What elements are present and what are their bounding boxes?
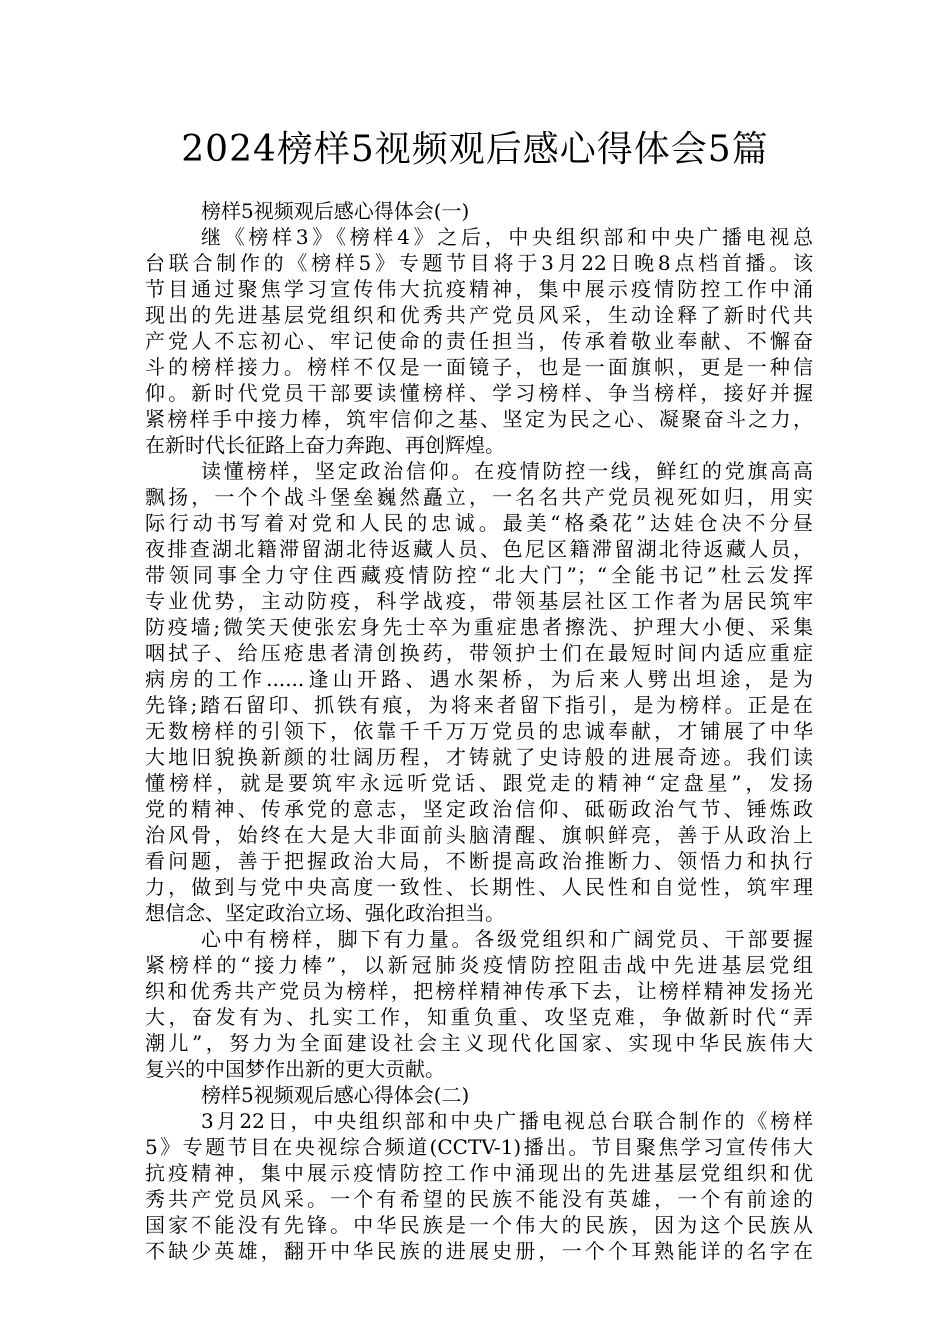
text-line: 仰。新时代党员干部要读懂榜样、学习榜样、争当榜样，接好并握 bbox=[145, 381, 813, 405]
text-line: 病房的工作......逢山开路、遇水架桥，为后来人劈出坦途，是为 bbox=[145, 667, 813, 691]
text-line: 看问题，善于把握政治大局，不断提高政治推断力、领悟力和执行 bbox=[145, 849, 813, 873]
text-line: 力，做到与党中央高度一致性、长期性、人民性和自觉性，筑牢理 bbox=[145, 875, 813, 899]
document-title: 2024榜样5视频观后感心得体会5篇 bbox=[181, 129, 769, 170]
text-line: 继《榜样3》《榜样4》之后，中央组织部和中央广播电视总 bbox=[201, 225, 813, 249]
text-line: 复兴的中国梦作出新的更大贡献。 bbox=[145, 1057, 445, 1081]
text-line: 抗疫精神，集中展示疫情防控工作中涌现出的先进基层党组织和优 bbox=[145, 1161, 813, 1185]
text-line: 节目通过聚焦学习宣传伟大抗疫精神，集中展示疫情防控工作中涌 bbox=[145, 277, 813, 301]
text-line: 咽拭子、给压疮患者清创换药，带领护士们在最短时间内适应重症 bbox=[145, 641, 813, 665]
text-line: 潮儿”，努力为全面建设社会主义现代化国家、实现中华民族伟大 bbox=[145, 1031, 813, 1055]
text-line: 大，奋发有为、扎实工作，知重负重、攻坚克难，争做新时代“弄 bbox=[145, 1005, 813, 1029]
text-line: 无数榜样的引领下，依靠千千万万党员的忠诚奉献，才铺展了中华 bbox=[145, 719, 813, 743]
text-line: 懂榜样，就是要筑牢永远听党话、跟党走的精神“定盘星”，发扬 bbox=[145, 771, 813, 795]
text-line: 3月22日，中央组织部和中央广播电视总台联合制作的《榜样 bbox=[201, 1109, 813, 1133]
text-line: 带领同事全力守住西藏疫情防控“北大门”；“全能书记”杜云发挥 bbox=[145, 563, 813, 587]
text-line: 大地旧貌换新颜的壮阔历程，才铸就了史诗般的进展奇迹。我们读 bbox=[145, 745, 813, 769]
text-line: 紧榜样的“接力棒”，以新冠肺炎疫情防控阻击战中先进基层党组 bbox=[145, 953, 813, 977]
text-line: 专业优势，主动防疫，科学战疫，带领基层社区工作者为居民筑牢 bbox=[145, 589, 813, 613]
text-line: 斗的榜样接力。榜样不仅是一面镜子，也是一面旗帜，更是一种信 bbox=[145, 355, 813, 379]
text-line: 紧榜样手中接力棒，筑牢信仰之基、坚定为民之心、凝聚奋斗之力， bbox=[145, 407, 813, 431]
text-line: 治风骨，始终在大是大非面前头脑清醒、旗帜鲜亮，善于从政治上 bbox=[145, 823, 813, 847]
text-line: 心中有榜样，脚下有力量。各级党组织和广阔党员、干部要握 bbox=[201, 927, 813, 951]
text-line: 现出的先进基层党组织和优秀共产党员风采，生动诠释了新时代共 bbox=[145, 303, 813, 327]
text-line: 榜样5视频观后感心得体会(一) bbox=[201, 199, 470, 223]
text-line: 秀共产党员风采。一个有希望的民族不能没有英雄，一个有前途的 bbox=[145, 1187, 813, 1211]
text-line: 飘扬，一个个战斗堡垒巍然矗立，一名名共产党员视死如归，用实 bbox=[145, 485, 813, 509]
text-line: 想信念、坚定政治立场、强化政治担当。 bbox=[145, 901, 505, 925]
text-line: 台联合制作的《榜样5》专题节目将于3月22日晚8点档首播。该 bbox=[145, 251, 813, 275]
document-body bbox=[145, 198, 813, 1264]
text-line: 夜排查湖北籍滞留湖北待返藏人员、色尼区籍滞留湖北待返藏人员， bbox=[145, 537, 813, 561]
text-line: 读懂榜样，坚定政治信仰。在疫情防控一线，鲜红的党旗高高 bbox=[201, 459, 813, 483]
text-line: 榜样5视频观后感心得体会(二) bbox=[201, 1083, 470, 1107]
text-line: 国家不能没有先锋。中华民族是一个伟大的民族，因为这个民族从 bbox=[145, 1213, 813, 1237]
text-line: 防疫墙;微笑天使张宏身先士卒为重症患者擦洗、护理大小便、采集 bbox=[145, 615, 813, 639]
text-line: 在新时代长征路上奋力奔跑、再创辉煌。 bbox=[145, 433, 505, 457]
text-line: 际行动书写着对党和人民的忠诚。最美“格桑花”达娃仓决不分昼 bbox=[145, 511, 813, 535]
text-line: 织和优秀共产党员为榜样，把榜样精神传承下去，让榜样精神发扬光 bbox=[145, 979, 813, 1003]
text-line: 5》专题节目在央视综合频道(CCTV-1)播出。节目聚焦学习宣传伟大 bbox=[145, 1135, 813, 1159]
text-line: 不缺少英雄，翻开中华民族的进展史册，一个个耳熟能详的名字在 bbox=[145, 1239, 813, 1263]
text-line: 先锋;踏石留印、抓铁有痕，为将来者留下指引，是为榜样。正是在 bbox=[145, 693, 813, 717]
text-line: 党的精神、传承党的意志，坚定政治信仰、砥砺政治气节、锤炼政 bbox=[145, 797, 813, 821]
text-line: 产党人不忘初心、牢记使命的责任担当，传承着敬业奉献、不懈奋 bbox=[145, 329, 813, 353]
